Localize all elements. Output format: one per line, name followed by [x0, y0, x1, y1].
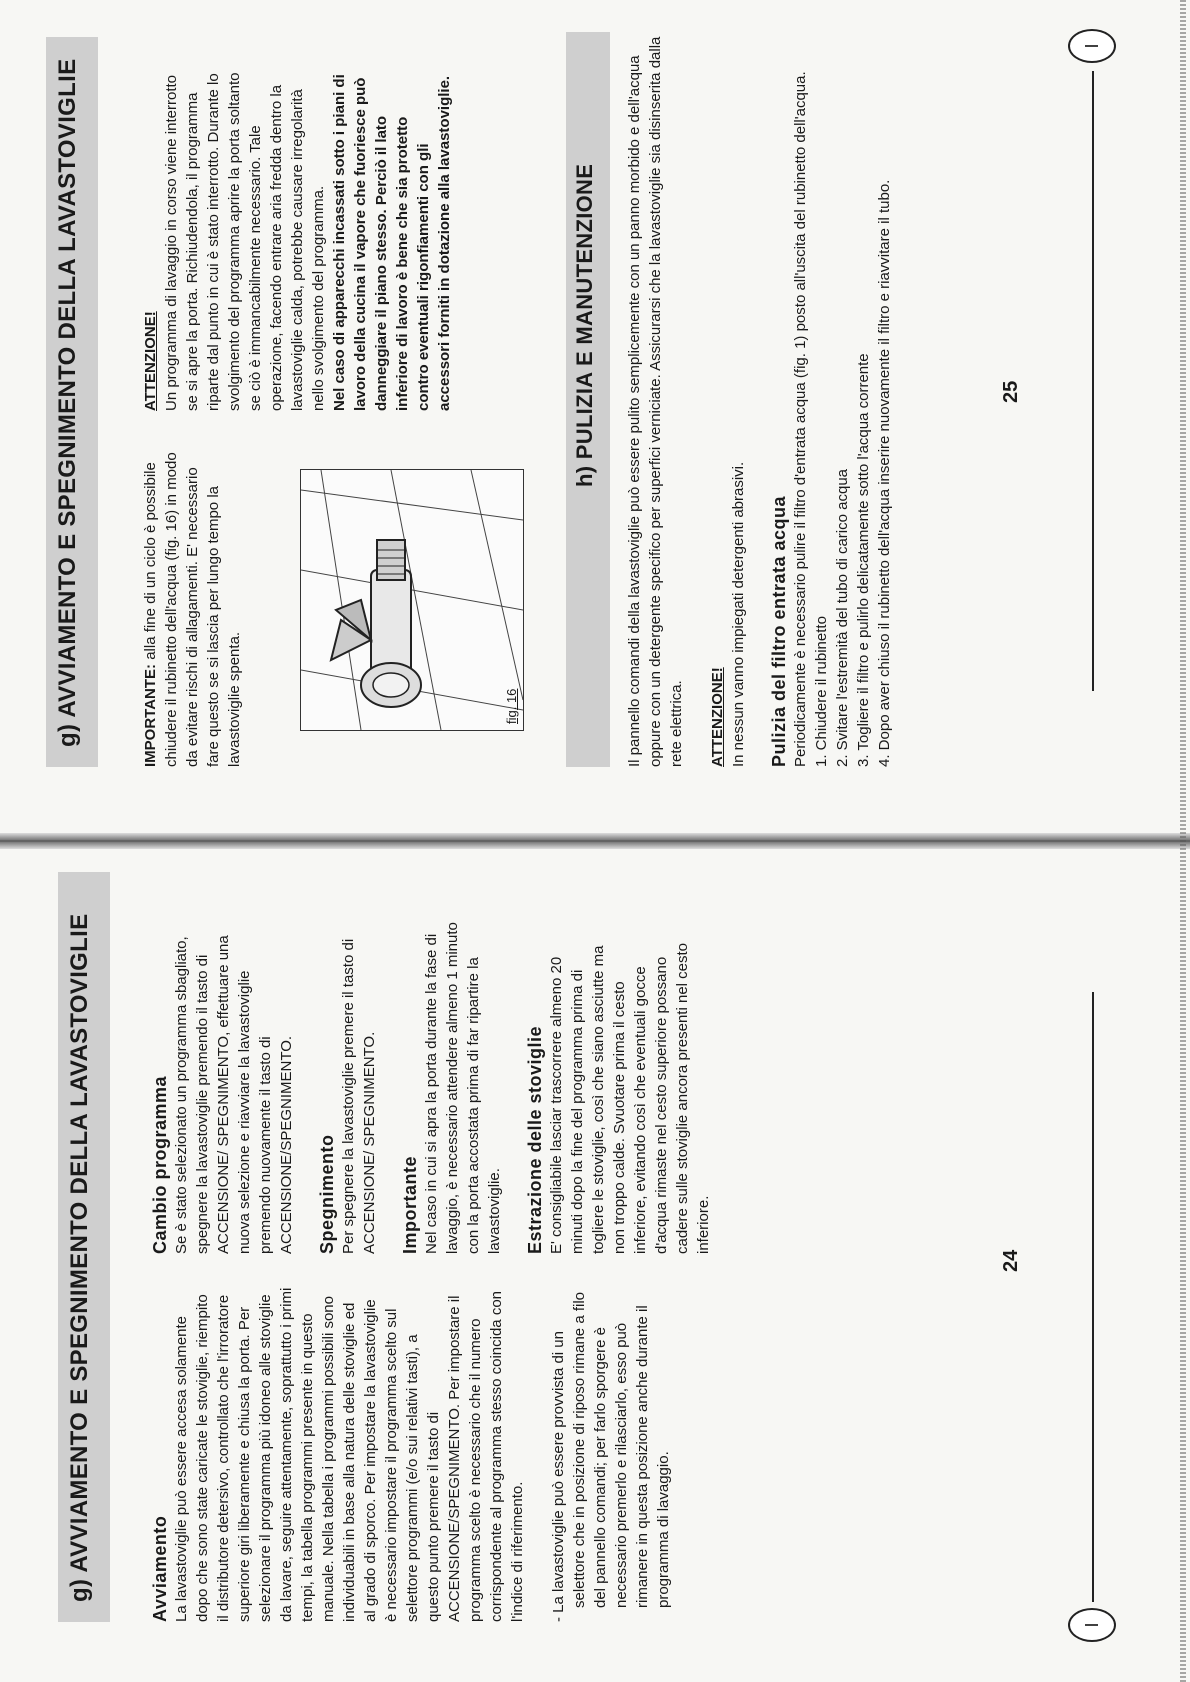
paragraph: La lavastoviglie può essere accesa solamente dopo che sono state caricate le stoviglie, riempito il distributore detersivo, controllato che l'irroratore superiore giri liberamente e chiusa la porta. Per selezionare il programma più idoneo alle stoviglie da lavare, seguire attentamente, soprattutto i primi tempi, la tabella programmi presente in questo manuale. Nella tabella i programmi possibili sono individuabili in base alla natura delle stoviglie ed al grado di sporco. Per impostare la lavastoviglie è necessario impostare il programma scelto sul selettore programmi (e/o sui relativi tasti), a questo punto premere il tasto di ACCENSIONE/SPEGNIMENTO. Per impostare il programma scelto è necessario che il numero corrispondente al programma stesso coincida con l'indice di riferimento.: [173, 1287, 526, 1622]
section-header-band: [46, 37, 98, 767]
subheading: Estrazione delle stoviglie: [525, 1025, 545, 1254]
spacer: [297, 919, 317, 1254]
subheading: Importante: [400, 1155, 420, 1254]
page-24: [0, 841, 1190, 1682]
spacer: [749, 32, 769, 767]
figure-caption: fig. 16: [504, 688, 519, 724]
list-item: 4. Dopo aver chiuso il rubinetto dell'acqua inserire nuovamente il filtro e riavvitare il tubo.: [876, 179, 893, 767]
figure-16: [300, 469, 524, 731]
section-title: g) AVVIAMENTO E SPEGNIMENTO DELLA LAVASTOVIGLIE: [66, 913, 93, 1602]
bullet-paragraph: - La lavastoviglie può essere provvista di un selettore che in posizione di riposo rimane a filo del pannello comandi; per farlo sporgere è necessario premerlo e rilasciarlo, esso può rimanere in questa posizione anche durante il programma di lavaggio.: [550, 1291, 672, 1622]
paragraph: [140, 447, 245, 767]
language-badge: I: [1068, 29, 1116, 63]
section-header-band: [566, 32, 610, 767]
section-title: h) PULIZIA E MANUTENZIONE: [572, 163, 597, 487]
paragraph: Per spegnere la lavastoviglie premere il tasto di ACCENSIONE/ SPEGNIMENTO.: [340, 938, 378, 1254]
spacer: [528, 1287, 548, 1622]
paragraph: Periodicamente è necessario pulire il filtro d'entrata acqua (fig. 1) posto all'uscita del rubinetto dell'acqua.: [792, 71, 809, 767]
section-header-band: [58, 872, 110, 1622]
language-badge: I: [1068, 1608, 1116, 1642]
list-item: 1. Chiudere il rubinetto: [813, 616, 830, 767]
page-number: 24: [1000, 1249, 1022, 1272]
lead-label: IMPORTANTE:: [142, 663, 159, 767]
spacer: [687, 32, 707, 767]
warning-label: ATTENZIONE!: [142, 311, 159, 411]
paragraph: E' consigliabile lasciar trascorrere almeno 20 minuti dopo la fine del programma prima di togliere le stoviglie, così che siano asciutte ma non troppo calde. Svuotare prima il cesto inferiore, evitando così che eventuali gocce d'acqua rimaste nel cesto superiore possano cadere sulle stoviglie ancora presenti nel cesto inferiore.: [548, 942, 712, 1254]
paragraph: Se è stato selezionato un programma sbagliato, spegnere la lavastoviglie premendo il tasto di ACCENSIONE/ SPEGNIMENTO, effettuare una nuova selezione e riavviare la lavastoviglie premendo nuovamente il tasto di ACCENSIONE/SPEGNIMENTO.: [173, 935, 295, 1254]
tap-illustration: [301, 470, 523, 730]
list-item: 2. Svitare l'estremità del tubo di carico acqua: [834, 468, 851, 767]
subheading: Pulizia del filtro entrata acqua: [769, 495, 789, 767]
subheading: Avviamento: [150, 1515, 170, 1622]
footer-rule: [1092, 992, 1094, 1602]
text-column: [150, 1287, 674, 1622]
scan-artifact: [1180, 0, 1186, 1682]
paragraph: Il pannello comandi della lavastoviglie può essere pulito semplicemente con un panno morbido e dell'acqua oppure con un detergente specifico per superfici verniciate. Assicurarsi che la lavastoviglie sia disinserita dalla rete elettrica.: [626, 36, 685, 767]
subheading: Spegnimento: [317, 1134, 337, 1254]
subheading: Cambio programma: [150, 1075, 170, 1254]
spacer: [380, 919, 400, 1254]
list-item: 3. Togliere il filtro e pulirlo delicatamente sotto l'acqua corrente: [855, 353, 872, 767]
paragraph-text: alla fine di un ciclo è possibile chiudere il rubinetto dell'acqua (fig. 16) in modo da evitare rischi di allagamenti. E' necessario fare questo se si lascia per lungo tempo la lavastoviglie spenta.: [142, 452, 243, 767]
warning-label: ATTENZIONE!: [709, 667, 726, 767]
paragraph: In nessun vanno impiegati detergenti abrasivi.: [730, 461, 747, 767]
paragraph: Nel caso in cui si apra la porta durante la fase di lavaggio, è necessario attendere almeno 1 minuto con la porta accostata prima di far ripartire la lavastoviglie.: [423, 922, 503, 1254]
text-column: [140, 447, 245, 767]
section-title: g) AVVIAMENTO E SPEGNIMENTO DELLA LAVASTOVIGLIE: [54, 58, 81, 747]
text-block: [624, 32, 895, 767]
text-column: [140, 71, 455, 411]
spacer: [505, 919, 525, 1254]
paragraph: Un programma di lavaggio in corso viene interrotto se si apre la porta. Richiudendola, il programma riparte dal punto in cui è stato interrotto. Durante lo svolgimento del programma aprire la porta soltanto se ciò è immancabilmente necessario. Tale operazione, facendo entrare aria fredda dentro la lavastoviglie calda, potrebbe causare irregolarità nello svolgimento del programma.: [163, 72, 327, 411]
footer-rule: [1092, 71, 1094, 691]
text-column: [150, 919, 714, 1254]
bold-paragraph: Nel caso di apparecchi incassati sotto i piani di lavoro della cucina il vapore che fuoriesce può danneggiare il piano stesso. Perciò il lato inferiore di lavoro è bene che sia protetto contro eventuali rigonfiamenti con gli accessori forniti in dotazione alla lavastoviglie.: [331, 74, 453, 411]
page-number: 25: [1000, 380, 1022, 403]
